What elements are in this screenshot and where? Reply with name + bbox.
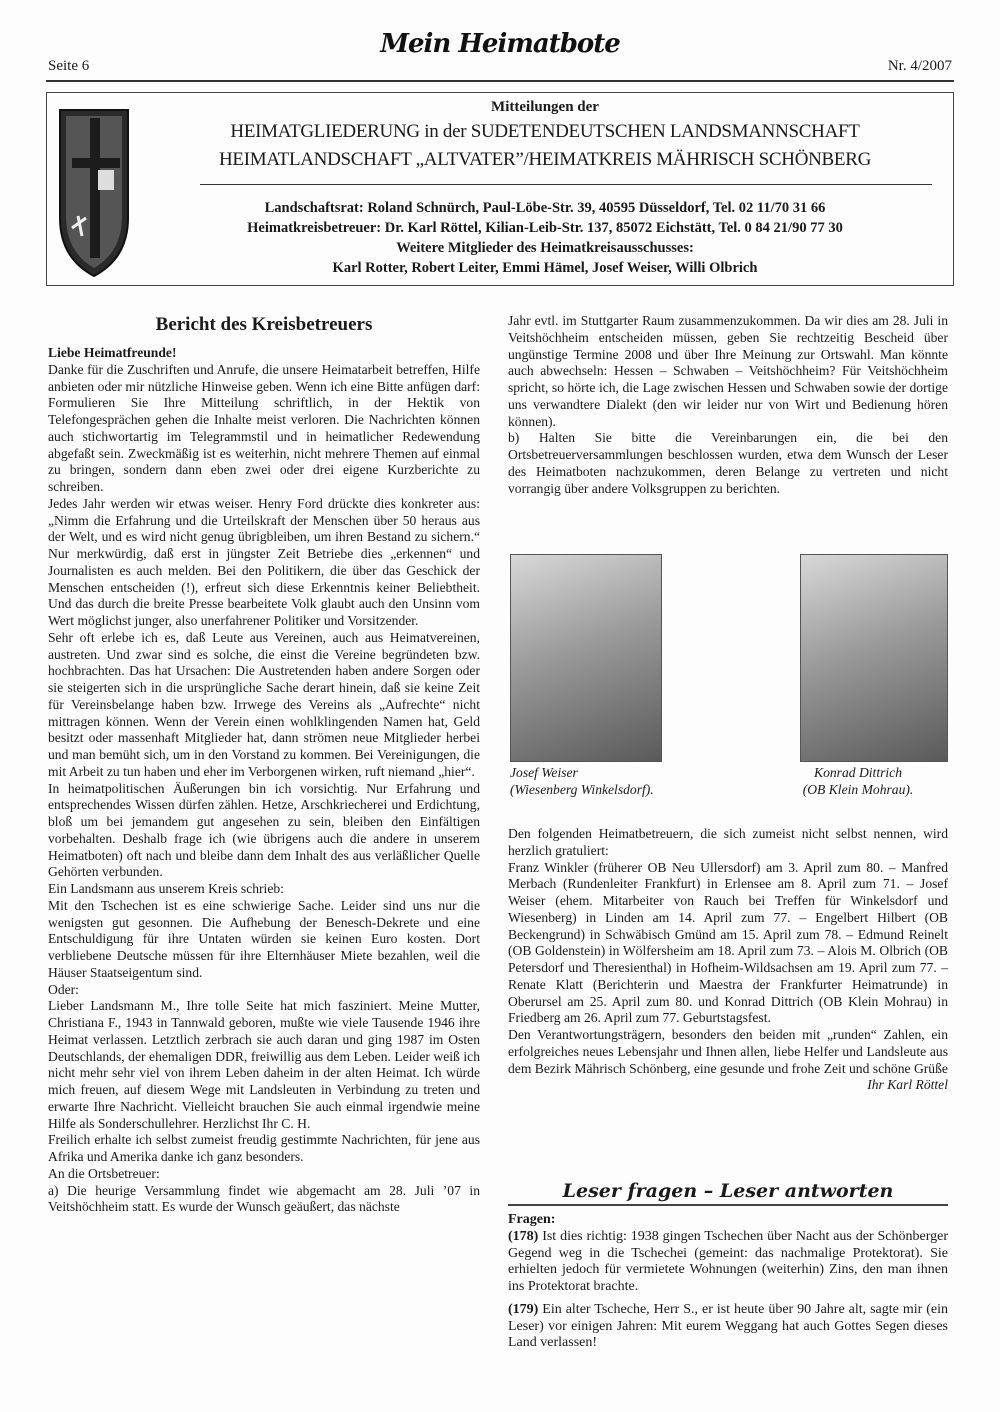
box-intro: Mitteilungen der xyxy=(491,99,599,115)
article-title: Bericht des Kreisbetreuers xyxy=(155,314,373,335)
header-rule xyxy=(46,80,954,82)
paragraph: Jedes Jahr werden wir etwas weiser. Henry Ford drückte dies konkreter aus: „Nimm die Erfahrung und die Urteilskraft der Menschen über 50 heraus aus der Welt, und es wird nicht genug übrigbleiben, um ihren Bestand zu sichern.“ Nur merkwürdig, daß erst in jüngster Zeit Betriebe dies „erkennen“ und Journalisten es auch melden. Bei den Politikern, die über das Geschick der Menschen entscheiden (!), erfreut sich diese Erkenntnis keiner Beliebtheit. Und das durch die breite Presse bearbeitete Volk glaubt auch den Unsinn vom Wert möglichst junger, also unerfahrener Politiker und Vorsitzender. xyxy=(48,495,480,628)
box-contact-2: Heimatkreisbetreuer: Dr. Karl Röttel, Kilian-Leib-Str. 137, 85072 Eichstätt, Tel. 0 84 21/90 77 30 xyxy=(247,220,843,236)
photo-konrad-dittrich xyxy=(800,554,948,762)
paragraph: Den folgenden Heimatbetreuern, die sich zumeist nicht selbst nennen, wird herzlich gratuliert: xyxy=(508,826,948,858)
box-contact-1: Landschaftsrat: Roland Schnürch, Paul-Löbe-Str. 39, 40595 Düsseldorf, Tel. 02 11/70 31 66 xyxy=(264,200,826,216)
paragraph: Oder: xyxy=(48,981,79,997)
question-text: Ein alter Tscheche, Herr S., er ist heute über 90 Jahre alt, sagte mir (ein Leser) vor einigen Jahren: Mit eurem Weggang hat auch Gottes Segen dieses Land verlassen! xyxy=(508,1301,948,1351)
closing-text: Den Verantwortungsträgern, besonders den beiden mit „runden“ Zahlen, ein erfolgreiches neues Lebensjahr und Ihnen allen, liebe Helfer und Landsleute aus dem Bezirk Mährisch Schönberg, eine gesunde und frohe Zeit und schöne Grüße xyxy=(508,1027,948,1076)
box-title-2: HEIMATLANDSCHAFT „ALTVATER”/HEIMATKREIS MÄHRISCH SCHÖNBERG xyxy=(218,149,872,170)
paragraph: Sehr oft erlebe ich es, daß Leute aus Vereinen, auch aus Heimatvereinen, austreten. Und zwar sind es solche, die einst die Vereine begründeten bzw. hochbrachten. Das hat Ursachen: Die Austretenden haben andere Sorgen oder sie steigerten sich in die ursprüngliche Sache derart hinein, daß sie keine Zeit für Vereinsbelange haben bzw. Irrwege des Vereins als „Aufrechte“ nicht mittragen können. Wenn der Verein einen wohlklingenden Namen hat, Geld besitzt oder massenhaft Mitglieder hat, dann strömen neue Mitglieder herbei und man bemüht sich, um in den Vorstand zu kommen. Bei Vereinigungen, die mit Arbeit zu tun haben und eher im Verborgenen wirken, ruft niemand „hier“. xyxy=(48,629,480,779)
photo-caption-2 xyxy=(770,765,946,798)
caption-place: (Wiesenberg Winkelsdorf). xyxy=(510,781,654,797)
paragraph: Ein Landsmann aus unserem Kreis schrieb: xyxy=(48,881,284,896)
caption-name: Konrad Dittrich xyxy=(814,765,902,780)
page-number: Seite 6 xyxy=(48,58,90,74)
box-divider xyxy=(200,184,932,185)
article-right-column xyxy=(508,313,948,497)
box-title-1: HEIMATGLIEDERUNG in der SUDETENDEUTSCHEN LANDSMANNSCHAFT xyxy=(230,121,860,142)
qa-rule xyxy=(508,1204,948,1206)
paragraph: In heimatpolitischen Äußerungen bin ich vorsichtig. Nur Erfahrung und entsprechendes Wissen dürfen zählen. Hetze, Arschkriecherei und Erdichtung, bloß um bei jemandem gut angesehen zu sein, bleiben den Einfältigen vorbehalten. Deshalb frage ich (wie übrigens auch die andere in unserem Heimatboten) oft nach und bleibe dann dem Inhalt des aus verläßlicher Quelle Gehörten verbunden. xyxy=(48,780,480,880)
photo-caption-1 xyxy=(510,765,654,798)
photo-josef-weiser xyxy=(510,554,662,762)
paragraph: Freilich erhalte ich selbst zumeist freudig gestimmte Nachrichten, für jene aus Afrika und Amerika danke ich ganz besonders. xyxy=(48,1132,480,1164)
qa-section xyxy=(508,1212,948,1352)
box-members-label: Weitere Mitglieder des Heimatkreisausschusses: xyxy=(396,240,694,256)
salutation: Liebe Heimatfreunde! xyxy=(48,345,177,360)
paragraph: An die Ortsbetreuer: xyxy=(48,1165,160,1181)
qa-title: Leser fragen – Leser antworten xyxy=(562,1180,894,1202)
caption-name: Josef Weiser xyxy=(510,765,578,780)
paragraph: Mit den Tschechen ist es eine schwierige Sache. Leider sind uns nur die wenigsten gut gesonnen. Die Aufhebung der Benesch-Dekrete und eine Entschuldigung für ihre Untaten würden sie keinen Euro kosten. Dort verbliebene Deutsche müssen für ihre Elternhäuser Miete bezahlen, weil die Häuser Staatseigentum sind. xyxy=(48,897,480,980)
qa-label: Fragen: xyxy=(508,1212,556,1227)
paragraph xyxy=(508,1027,948,1077)
paragraph: Jahr evtl. im Stuttgarter Raum zusammenzukommen. Da wir dies am 28. Juli in Veitshöchheim entscheiden müssen, geben Sie rechtzeitig Bescheid über ungünstige Termine 2008 und über Ihre Meinung zur Ortswahl. Man könnte auch abwechseln: Hessen – Schwaben – Veitshöchheim? Für Veitshöchheim spricht, so hörte ich, die Lage zwischen Hessen und Schwaben sowie der dortige uns verwandtere Dialekt (den wir leider nur von Wirt und Bedienung hören können). xyxy=(508,313,948,429)
question-number: (178) xyxy=(508,1228,539,1244)
caption-place: (OB Klein Mohrau). xyxy=(802,781,914,797)
question xyxy=(508,1302,948,1352)
article-left-column xyxy=(48,345,480,1216)
paragraph: Lieber Landsmann M., Ihre tolle Seite hat mich fasziniert. Meine Mutter, Christiana F., 1943 in Tannwald geboren, mußte wie viele Tausende 1946 ihre Heimat verlassen. Letztlich zerbrach sie auch daran und ging 1987 im Osten Deutschlands, der ehemaligen DDR, freiwillig aus dem Leben. Leider weiß ich nicht mehr sehr viel von ihrem Leben daheim in der alten Heimat. Ich würde mich freuen, auf diesem Wege mit Landsleuten in Verbindung zu treten und erwarte Ihre Nachricht. Vielleicht brauchen Sie auch einmal irgendwie meine Hilfe als Sonderschullehrer. Herzlichst Ihr C. H. xyxy=(48,998,480,1131)
question-number: (179) xyxy=(508,1301,539,1317)
box-members: Karl Rotter, Robert Leiter, Emmi Hämel, Josef Weiser, Willi Olbrich xyxy=(332,260,758,276)
coat-of-arms-icon xyxy=(58,108,130,278)
question xyxy=(508,1229,948,1296)
signature: Ihr Karl Röttel xyxy=(867,1077,948,1093)
question-text: Ist dies richtig: 1938 gingen Tschechen über Nacht aus der Schönberger Gegend weg in die Tschechei (gemeint: das nachmalige Protektorat). Sie erhielten jedoch für vermietete Wohnungen (weiterhin) Zins, den man ihnen ins Protektorat brachte. xyxy=(508,1228,948,1294)
issue-number: Nr. 4/2007 xyxy=(887,58,952,74)
paragraph: b) Halten Sie bitte die Vereinbarungen ein, die bei den Ortsbetreuerversammlungen beschlossen wurden, etwa dem Wunsch der Leser des Heimatboten nachzukommen, deren Belange zu vertreten und nicht vorrangig über andere Volksgruppen zu berichten. xyxy=(508,430,948,496)
paragraph: Danke für die Zuschriften und Anrufe, die unsere Heimatarbeit betreffen, Hilfe anbieten oder mir nützliche Hinweise geben. Wenn ich eine Bitte anfügen darf: Formulieren Sie Ihre Mitteilung schriftlich, in der Hektik von Telefongesprächen gehen die Inhalte meist verloren. Die Nachrichten können auch stichwortartig im Telegrammstil und in heimatlicher Redewendung abgefaßt sein. Zweckmäßig ist es weiterhin, nicht mehrere Themen auf einmal zu bringen, sondern dann eben zwei oder drei eigene Kurzberichte zu schreiben. xyxy=(48,361,480,494)
congratulations xyxy=(508,826,948,1094)
paragraph: Franz Winkler (früherer OB Neu Ullersdorf) am 3. April zum 80. – Manfred Merbach (Rundenleiter Frankfurt) in Erlensee am 8. April zum 71. – Josef Weiser (ehem. Mitarbeiter von Rauch bei Treffen für Winkelsdorf und Wiesenberg) in Linden am 14. April zum 77. – Engelbert Hilbert (OB Beckengrund) in Schwäbisch Gmünd am 15. April zum 78. – Edmund Reinelt (OB Goldenstein) in Wölfersheim am 18. April zum 73. – Alois M. Olbrich (OB Petersdorf und Theresienthal) in Hofheim-Wildsachsen am 19. April zum 77. – Renate Klatt (Berichterin und Maestra der Frankfurter Heimatrunde) in Oberursel am 25. April zum 80. und Konrad Dittrich (OB Klein Mohrau) in Friedberg am 26. April zum 77. Geburtstagsfest. xyxy=(508,859,948,1026)
masthead-logo: Mein Heimatbote xyxy=(380,29,620,59)
paragraph: a) Die heurige Versammlung findet wie abgemacht am 28. Juli ’07 in Veitshöchheim statt. Es wurde der Wunsch geäußert, das nächste xyxy=(48,1182,480,1215)
